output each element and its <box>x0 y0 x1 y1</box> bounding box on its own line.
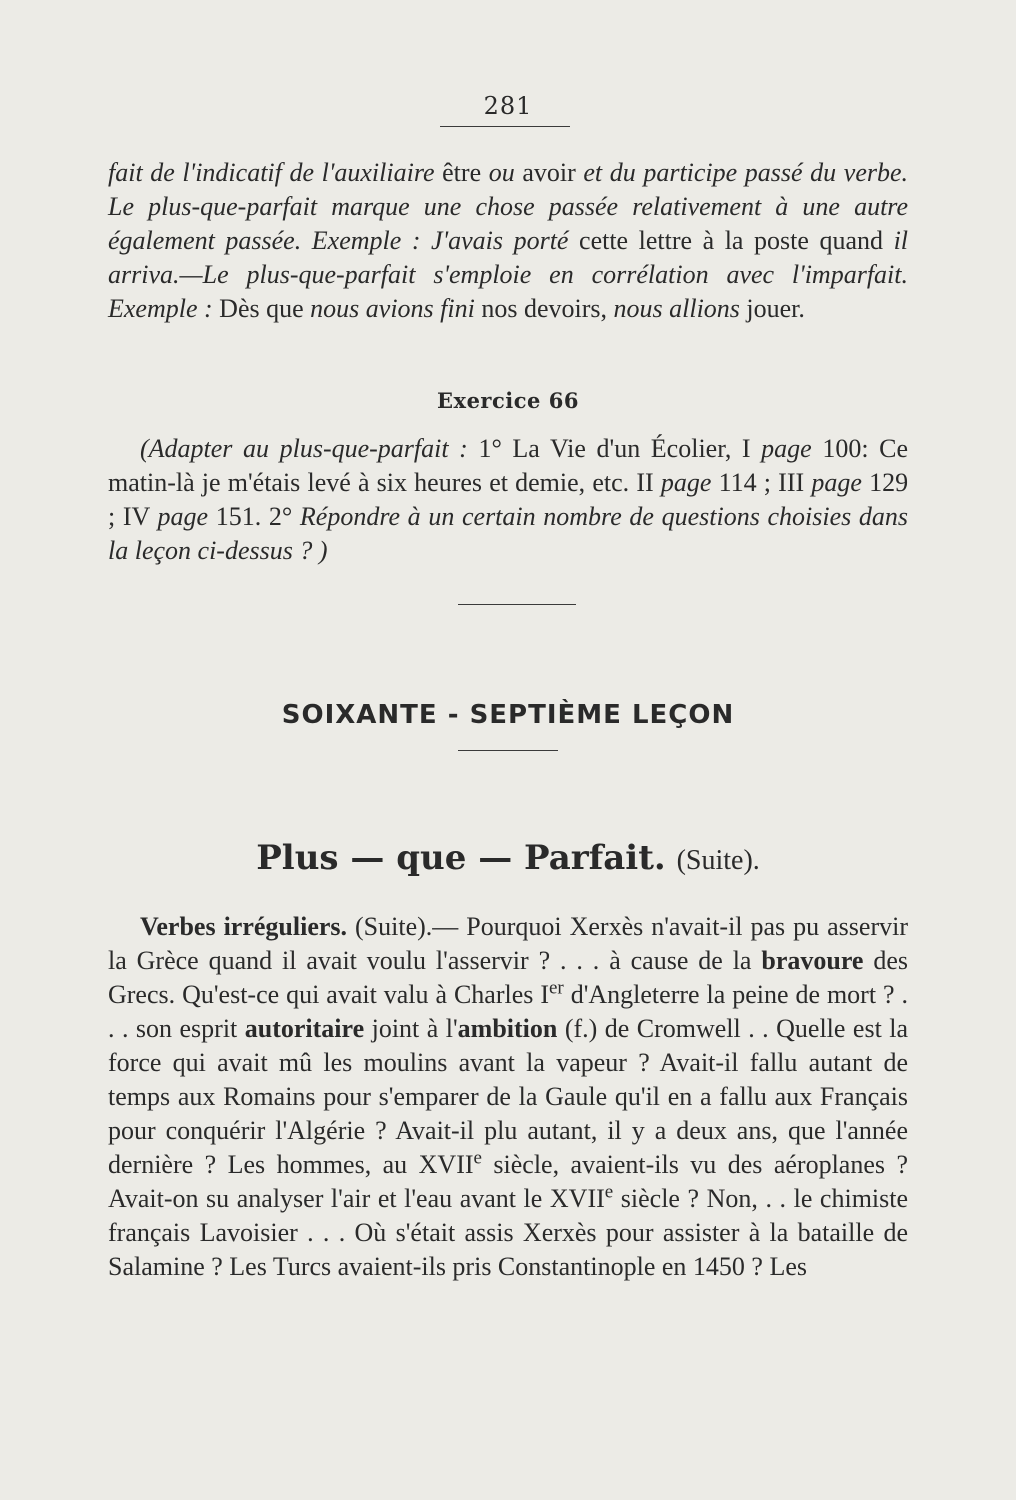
body-paragraph: Verbes irréguliers. (Suite).— Pourquoi Xerxès n'avait-il pas pu asservir la Grèce quand il avait voulu l'asservir ? . . . à cause de la bravoure des Grecs. Qu'est-ce qui avait valu à Charles Ier d'Angleterre la peine de mort ? . . . son esprit autoritaire joint à l'ambition (f.) de Cromwell . . Quelle est la force qui avait mû les moulins avant la vapeur ? Avait-il fallu autant de temps aux Romains pour s'emparer de la Gaule qu'il en a fallu aux Français pour conquérir l'Algérie ? Avait-il plu autant, il y a deux ans, que l'année dernière ? Les hommes, au XVIIe siècle, avaient-ils vu des aéroplanes ? Avait-on su analyser l'air et l'eau avant le XVIIe siècle ? Non, . . le chimiste français Lavoisier . . . Où s'était assis Xerxès pour assister à la bataille de Salamine ? Les Turcs avaient-ils pris Constantinople en 1450 ? Les <box>108 912 909 1281</box>
section-title <box>0 838 1016 878</box>
exercise-title: Exercice 66 <box>437 388 579 413</box>
exercise-instructions: (Adapter au plus-que-parfait : 1° La Vie d'un Écolier, I page 100: Ce matin-là je m'étais levé à six heures et demie, etc. II page 114 ; III page 129 ; IV page 151. 2° Répondre à un certain nombre de questions choisies dans la leçon ci-dessus ? ) <box>108 434 909 565</box>
intro-paragraph: fait de l'indicatif de l'auxiliaire être ou avoir et du participe passé du verbe. Le plus-que-parfait marque une chose passée relativement à une autre également passée. Exemple : J'avais porté cette lettre à la poste quand il arriva.—Le plus-que-parfait s'emploie en corrélation avec l'imparfait. Exemple : Dès que nous avions fini nos devoirs, nous allions jouer. <box>108 158 909 323</box>
section-title-sub: (Suite). <box>676 845 760 876</box>
lesson-title: SOIXANTE - SEPTIÈME LEÇON <box>281 700 735 730</box>
lesson-divider <box>458 750 558 751</box>
exercise-divider <box>458 604 576 605</box>
section-title-main: Plus — que — Parfait. <box>256 838 666 878</box>
header-rule <box>440 126 570 127</box>
page-number: 281 <box>483 92 533 120</box>
